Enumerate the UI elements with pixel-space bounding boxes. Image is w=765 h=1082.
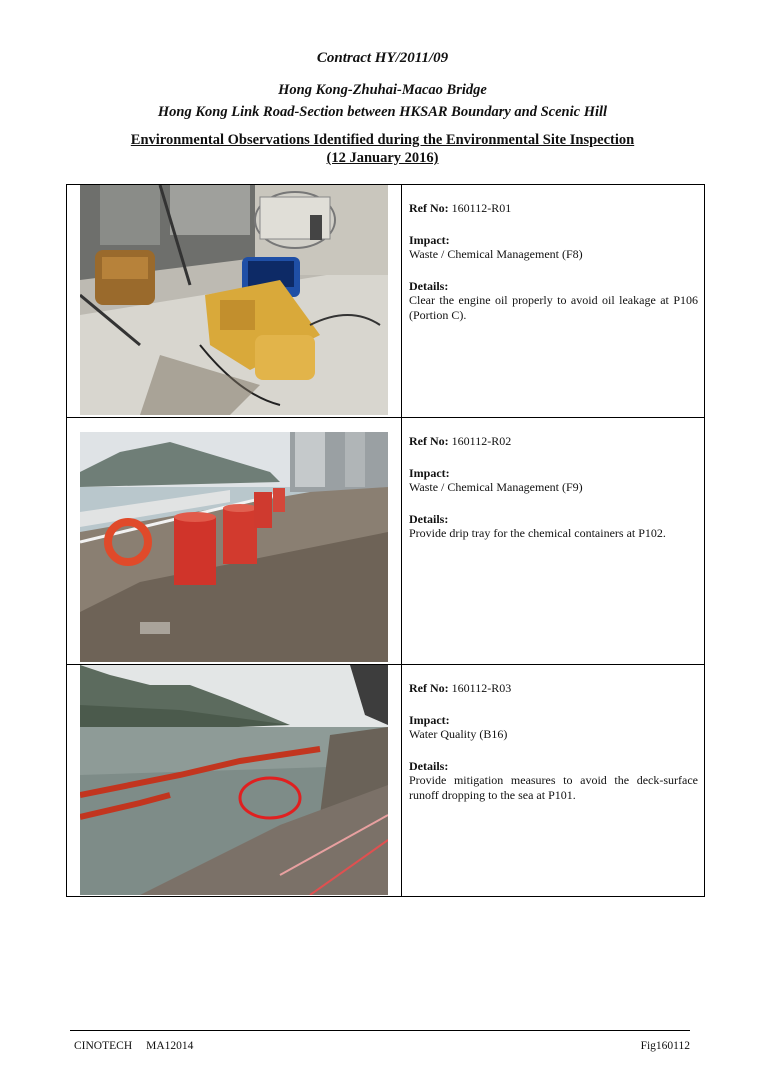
impact-value: Waste / Chemical Management (F8) (409, 247, 583, 261)
ref-label: Ref No: (409, 681, 449, 695)
page-title-date: (12 January 2016) (326, 150, 439, 166)
footer-figure-number: Fig160112 (640, 1040, 690, 1052)
footer-divider (70, 1030, 690, 1031)
chemical-drums-photo (80, 432, 388, 662)
details-label: Details: (409, 758, 449, 773)
ref-number: 160112-R01 (451, 201, 512, 215)
section-title: Hong Kong Link Road-Section between HKSAR Boundary and Scenic Hill (157, 104, 608, 120)
details-label: Details: (409, 278, 449, 293)
impact-label: Impact: (409, 465, 450, 480)
contract-title: Contract HY/2011/09 (316, 50, 449, 66)
details-label: Details: (409, 511, 449, 526)
observation-details-cell (402, 665, 705, 897)
photo-cell (67, 185, 402, 418)
footer-left (74, 1040, 193, 1052)
details-value: Provide drip tray for the chemical containers at P102. (409, 526, 666, 540)
page-title-line1: Environmental Observations Identified during the Environmental Site Inspection (130, 132, 635, 148)
observation-details-cell (402, 418, 705, 665)
photo-cell (67, 418, 402, 665)
engine-oil-equipment-photo (80, 185, 388, 415)
observation-row (67, 418, 705, 665)
ref-number: 160112-R03 (451, 681, 512, 695)
impact-label: Impact: (409, 232, 450, 247)
observation-details-cell (402, 185, 705, 418)
impact-label: Impact: (409, 712, 450, 727)
photo-cell (67, 665, 402, 897)
observation-row (67, 665, 705, 897)
impact-value: Waste / Chemical Management (F9) (409, 480, 583, 494)
ref-number: 160112-R02 (451, 434, 512, 448)
sea-runoff-photo (80, 665, 388, 895)
project-title: Hong Kong-Zhuhai-Macao Bridge (278, 82, 487, 98)
observations-table (66, 184, 705, 897)
ref-label: Ref No: (409, 201, 449, 215)
footer-company: CINOTECH (74, 1040, 133, 1052)
impact-value: Water Quality (B16) (409, 727, 508, 741)
observation-row (67, 185, 705, 418)
details-value: Clear the engine oil properly to avoid oil leakage at P106 (Portion C). (409, 293, 698, 322)
page-title (0, 131, 765, 167)
ref-label: Ref No: (409, 434, 449, 448)
footer-doc-number: MA12014 (146, 1040, 194, 1052)
details-value: Provide mitigation measures to avoid the deck-surface runoff dropping to the sea at P101. (409, 773, 698, 802)
